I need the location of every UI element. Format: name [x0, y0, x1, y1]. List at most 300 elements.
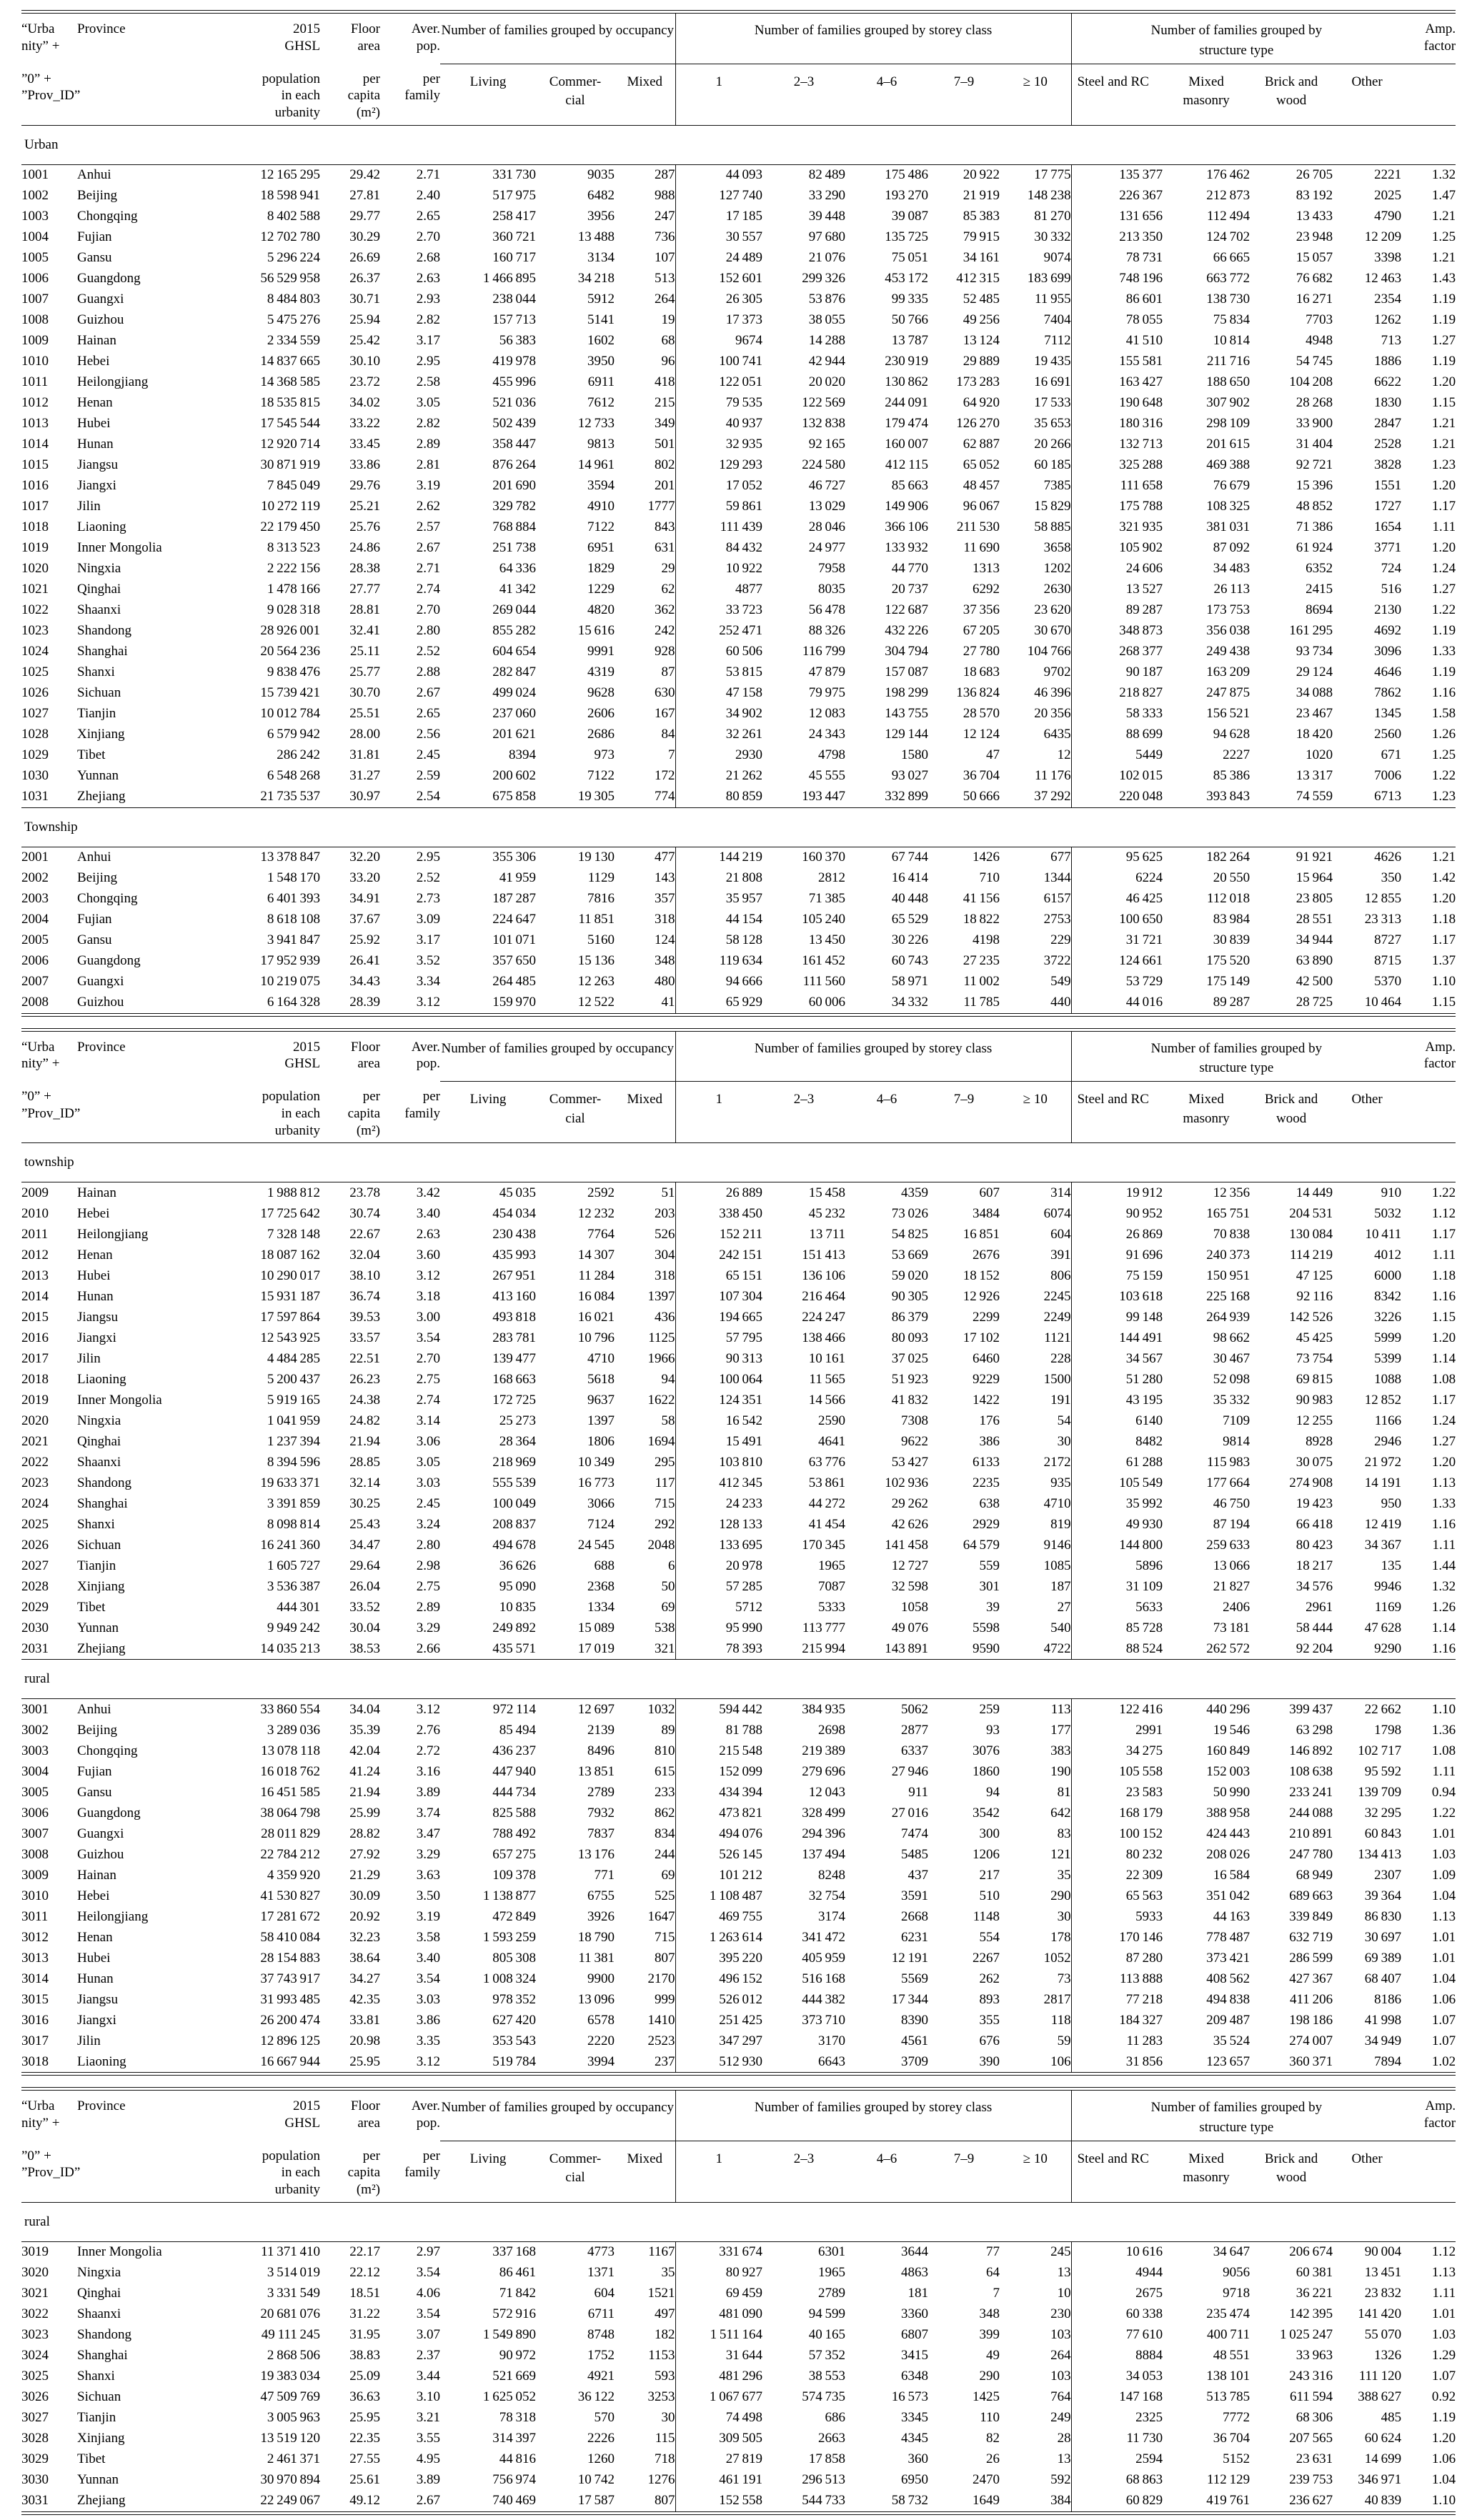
cell-storey-2-3: 160 370 [802, 850, 846, 865]
cell-storey-1: 2930 [675, 745, 762, 766]
header-province [77, 1032, 207, 1143]
subheader-amp-spacer [1401, 1082, 1456, 1143]
cell-storey-10plus: 2249 [1043, 1309, 1071, 1325]
cell-storey-10plus: 104 766 [1027, 644, 1071, 659]
cell-storey-10plus: 549 [1050, 974, 1071, 990]
cell-brick-wood: 274 007 [1289, 2033, 1333, 2048]
cell-storey-1: 34 902 [675, 704, 762, 724]
cell-other: 3226 [1374, 1309, 1402, 1325]
cell-storey-7-9: 47 [986, 747, 1000, 763]
cell-mixed: 41 [661, 995, 675, 1010]
cell-storey-10plus: 290 [1050, 1888, 1071, 1903]
cell-id: 3030 [21, 2472, 49, 2488]
cell-storey-7-9: 39 [986, 1599, 1000, 1615]
cell-mixed-masonry: 87 092 [1213, 540, 1250, 556]
header-line: wood [1275, 1110, 1307, 1126]
cell-ghsl-population: 17 725 642 [260, 1205, 320, 1221]
cell-floor-area: 29.77 [349, 209, 380, 224]
header-line: Province [77, 21, 126, 36]
cell-storey-2-3: 44 272 [808, 1495, 846, 1511]
cell-commercial: 6911 [587, 374, 615, 390]
cell-province: Sichuan [77, 2389, 121, 2405]
cell-id: 1005 [21, 250, 49, 266]
subheader-commercial [536, 1082, 615, 1143]
table-row [21, 1555, 1456, 1576]
cell-other: 14 699 [1364, 2451, 1402, 2467]
cell-storey-7-9: 1860 [973, 1763, 1000, 1779]
cell-steel-rc: 46 425 [1071, 889, 1163, 910]
header-line: structure type [1199, 42, 1274, 58]
cell-aver-pop: 3.19 [416, 1908, 440, 1924]
cell-storey-7-9: 18 822 [963, 912, 1000, 927]
cell-living: 56 383 [499, 333, 536, 349]
cell-living: 740 469 [492, 2493, 536, 2509]
cell-storey-2-3: 33 290 [808, 188, 846, 204]
cell-storey-4-6: 157 087 [885, 664, 929, 680]
cell-storey-7-9: 386 [979, 1433, 1000, 1449]
cell-steel-rc: 49 930 [1071, 1514, 1163, 1535]
cell-ghsl-population: 5 919 165 [267, 1392, 320, 1408]
cell-living: 972 114 [492, 1701, 536, 1717]
cell-storey-10plus: 4722 [1043, 1640, 1071, 1656]
families-table-block-1 [21, 14, 1456, 1013]
cell-amp-factor: 1.11 [1432, 1763, 1456, 1779]
cell-floor-area: 26.37 [349, 271, 380, 287]
header-line: Steel and RC [1077, 2151, 1149, 2166]
cell-storey-1: 21 262 [675, 766, 762, 787]
table-row [21, 1493, 1456, 1514]
cell-steel-rc: 53 729 [1071, 972, 1163, 992]
cell-storey-7-9: 11 785 [963, 995, 1000, 1010]
cell-living: 1 138 877 [482, 1888, 536, 1903]
table-row [21, 164, 1456, 186]
cell-ghsl-population: 1 237 394 [267, 1433, 320, 1449]
cell-brick-wood: 339 849 [1289, 1908, 1333, 1924]
header-line: “Urba [21, 21, 55, 36]
cell-province: Fujian [77, 912, 112, 927]
cell-storey-7-9: 64 [986, 2265, 1000, 2281]
cell-storey-7-9: 173 283 [956, 374, 1000, 390]
cell-storey-7-9: 3484 [973, 1205, 1000, 1221]
cell-other: 68 407 [1364, 1971, 1402, 1986]
cell-aver-pop: 3.03 [416, 1991, 440, 2007]
table-row [21, 2031, 1456, 2051]
cell-id: 1014 [21, 437, 49, 452]
cell-aver-pop: 3.06 [416, 1433, 440, 1449]
cell-storey-2-3: 2698 [818, 1722, 846, 1738]
cell-aver-pop: 2.88 [416, 664, 440, 680]
cell-mixed-masonry: 264 939 [1206, 1309, 1250, 1325]
cell-commercial: 11 381 [578, 1950, 615, 1966]
cell-commercial: 34 218 [577, 271, 615, 287]
cell-aver-pop: 2.95 [416, 850, 440, 865]
cell-living: 78 318 [499, 2410, 536, 2426]
cell-storey-4-6: 40 448 [891, 891, 929, 907]
cell-other: 2528 [1374, 437, 1402, 452]
cell-steel-rc: 8884 [1071, 2346, 1163, 2366]
cell-mixed-masonry: 13 066 [1213, 1558, 1250, 1573]
cell-id: 1023 [21, 623, 49, 639]
cell-floor-area: 26.69 [349, 250, 380, 266]
cell-living: 283 781 [492, 1330, 536, 1345]
cell-living: 157 713 [492, 312, 536, 328]
cell-amp-factor: 1.13 [1431, 1475, 1456, 1490]
cell-amp-factor: 1.24 [1431, 1413, 1456, 1428]
cell-storey-4-6: 3644 [901, 2244, 929, 2260]
cell-brick-wood: 90 983 [1296, 1392, 1333, 1408]
cell-floor-area: 18.51 [349, 2286, 380, 2301]
cell-storey-2-3: 219 389 [802, 1743, 846, 1758]
cell-other: 8186 [1374, 1991, 1402, 2007]
header-line: GHSL [284, 38, 320, 54]
cell-storey-10plus: 35 653 [1034, 416, 1071, 432]
cell-storey-10plus: 177 [1050, 1722, 1071, 1738]
cell-mixed-masonry: 21 827 [1213, 1578, 1250, 1594]
cell-ghsl-population: 41 530 827 [260, 1888, 320, 1903]
cell-amp-factor: 1.18 [1431, 1268, 1456, 1283]
cell-amp-factor: 1.19 [1431, 312, 1456, 328]
table-row [21, 1473, 1456, 1493]
header-line: capita [347, 1105, 380, 1121]
cell-province: Shanghai [77, 644, 128, 659]
header-line: Number of families grouped by occupancy [441, 23, 675, 38]
cell-other: 12 855 [1364, 891, 1402, 907]
cell-aver-pop: 2.63 [416, 271, 440, 287]
cell-storey-7-9: 136 824 [956, 685, 1000, 701]
cell-amp-factor: 1.17 [1431, 1226, 1456, 1242]
cell-living: 71 842 [499, 2286, 536, 2301]
cell-storey-7-9: 3076 [973, 1743, 1000, 1758]
cell-id: 1015 [21, 457, 49, 473]
cell-steel-rc: 78 731 [1071, 248, 1163, 269]
cell-storey-1: 252 471 [675, 621, 762, 642]
cell-living: 447 940 [492, 1763, 536, 1779]
cell-province: Hainan [77, 333, 116, 349]
cell-storey-2-3: 132 838 [802, 416, 846, 432]
cell-id: 1024 [21, 644, 49, 659]
cell-floor-area: 41.24 [349, 1763, 380, 1779]
cell-floor-area: 29.76 [349, 478, 380, 494]
cell-floor-area: 27.77 [349, 582, 380, 597]
cell-living: 109 378 [492, 1867, 536, 1883]
cell-other: 4626 [1374, 850, 1402, 865]
cell-aver-pop: 3.05 [416, 395, 440, 411]
cell-aver-pop: 3.12 [416, 995, 440, 1010]
cell-other: 5032 [1374, 1205, 1402, 1221]
cell-amp-factor: 1.19 [1431, 292, 1456, 307]
cell-id: 3014 [21, 1971, 49, 1986]
cell-province: Beijing [77, 870, 117, 886]
cell-amp-factor: 1.20 [1431, 2431, 1456, 2446]
cell-storey-10plus: 58 885 [1034, 519, 1071, 535]
cell-province: Guangxi [77, 1826, 124, 1841]
cell-id: 3028 [21, 2431, 49, 2446]
cell-aver-pop: 2.68 [416, 250, 440, 266]
cell-ghsl-population: 10 219 075 [260, 974, 320, 990]
cell-ghsl-population: 10 272 119 [261, 499, 320, 514]
cell-id: 2010 [21, 1205, 49, 1221]
cell-amp-factor: 1.04 [1431, 2472, 1456, 2488]
cell-storey-1: 5712 [675, 1597, 762, 1618]
cell-commercial: 2139 [587, 1722, 615, 1738]
cell-mixed-masonry: 307 902 [1206, 395, 1250, 411]
cell-amp-factor: 1.10 [1431, 974, 1456, 990]
cell-storey-10plus: 6157 [1043, 891, 1071, 907]
cell-mixed: 292 [655, 1516, 675, 1532]
cell-aver-pop: 2.63 [416, 1226, 440, 1242]
header-average-population [380, 2091, 440, 2202]
cell-province: Guangxi [77, 292, 124, 307]
table-header-row-top [21, 1032, 1456, 1082]
cell-amp-factor: 1.11 [1432, 1247, 1456, 1263]
cell-living: 314 397 [492, 2431, 536, 2446]
cell-id: 3019 [21, 2244, 49, 2260]
cell-living: 756 974 [492, 2472, 536, 2488]
cell-storey-10plus: 103 [1050, 2369, 1071, 2384]
cell-ghsl-population: 3 289 036 [267, 1722, 320, 1738]
cell-storey-10plus: 1500 [1043, 1371, 1071, 1387]
cell-brick-wood: 233 241 [1289, 1784, 1333, 1800]
cell-brick-wood: 14 449 [1296, 1185, 1333, 1200]
cell-storey-4-6: 58 732 [891, 2493, 929, 2509]
cell-aver-pop: 3.12 [416, 1268, 440, 1283]
table-row [21, 1782, 1456, 1803]
table-row [21, 1514, 1456, 1535]
cell-storey-7-9: 52 485 [963, 292, 1000, 307]
cell-brick-wood: 198 186 [1289, 2012, 1333, 2028]
cell-mixed: 35 [661, 2265, 675, 2281]
cell-storey-7-9: 390 [979, 2053, 1000, 2069]
cell-other: 47 628 [1364, 1620, 1402, 1635]
cell-brick-wood: 28 268 [1296, 395, 1333, 411]
cell-storey-7-9: 638 [979, 1495, 1000, 1511]
header-line: ”0” + [21, 2148, 51, 2163]
cell-floor-area: 25.43 [349, 1516, 380, 1532]
cell-storey-4-6: 143 755 [885, 706, 929, 722]
header-line: family [404, 1105, 440, 1121]
cell-living: 493 818 [492, 1309, 536, 1325]
cell-storey-2-3: 45 232 [808, 1205, 846, 1221]
subheader-storey-4 [928, 1082, 1000, 1143]
cell-other: 713 [1381, 333, 1402, 349]
cell-floor-area: 33.22 [349, 416, 380, 432]
cell-ghsl-population: 9 028 318 [267, 602, 320, 618]
cell-other: 1326 [1374, 2348, 1402, 2364]
table-row [21, 724, 1456, 745]
cell-storey-4-6: 17 344 [891, 1991, 929, 2007]
header-line: ”Prov_ID” [21, 2165, 81, 2181]
cell-mixed: 215 [655, 395, 675, 411]
cell-storey-2-3: 40 165 [808, 2327, 846, 2343]
header-line: Commer- [549, 1092, 602, 1107]
cell-brick-wood: 16 271 [1296, 292, 1333, 307]
cell-mixed: 242 [655, 623, 675, 639]
cell-mixed-masonry: 2227 [1223, 747, 1250, 763]
cell-other: 5370 [1374, 974, 1402, 990]
table-row [21, 2429, 1456, 2449]
cell-amp-factor: 1.10 [1431, 2493, 1456, 2509]
subheader-living [440, 2141, 536, 2202]
cell-floor-area: 34.04 [349, 1701, 380, 1717]
cell-living: 472 849 [492, 1908, 536, 1924]
cell-storey-2-3: 82 489 [808, 167, 846, 183]
cell-amp-factor: 0.92 [1431, 2389, 1456, 2405]
cell-brick-wood: 23 631 [1296, 2451, 1333, 2467]
header-line: GHSL [284, 1056, 320, 1072]
table-row [21, 1865, 1456, 1886]
cell-living: 355 306 [492, 850, 536, 865]
cell-mixed-masonry: 94 628 [1213, 727, 1250, 742]
cell-id: 2014 [21, 1288, 49, 1304]
cell-amp-factor: 1.19 [1431, 2410, 1456, 2426]
cell-aver-pop: 2.80 [416, 1537, 440, 1553]
table-row [21, 1699, 1456, 1720]
cell-storey-10plus: 3658 [1043, 540, 1071, 556]
cell-storey-4-6: 53 669 [891, 1247, 929, 1263]
cell-ghsl-population: 8 402 588 [267, 209, 320, 224]
cell-storey-2-3: 294 396 [802, 1826, 846, 1841]
cell-amp-factor: 1.36 [1431, 1722, 1456, 1738]
cell-commercial: 9637 [587, 1392, 615, 1408]
cell-other: 950 [1381, 1495, 1402, 1511]
cell-brick-wood: 6352 [1306, 561, 1333, 577]
cell-storey-4-6: 51 923 [891, 1371, 929, 1387]
cell-storey-2-3: 1965 [818, 1558, 846, 1573]
cell-living: 329 782 [492, 499, 536, 514]
cell-id: 1020 [21, 561, 49, 577]
cell-aver-pop: 2.71 [416, 167, 440, 183]
cell-storey-1: 152 601 [675, 269, 762, 289]
cell-commercial: 3994 [587, 2053, 615, 2069]
cell-id: 3031 [21, 2493, 49, 2509]
cell-storey-2-3: 216 464 [802, 1288, 846, 1304]
cell-province: Shandong [77, 623, 131, 639]
cell-other: 86 830 [1364, 1908, 1402, 1924]
cell-storey-4-6: 12 191 [891, 1950, 929, 1966]
cell-aver-pop: 3.14 [416, 1413, 440, 1428]
cell-other: 4790 [1374, 209, 1402, 224]
cell-ghsl-population: 8 618 108 [267, 912, 320, 927]
header-line: “Urba [21, 1039, 55, 1055]
cell-floor-area: 38.53 [349, 1640, 380, 1656]
cell-storey-7-9: 37 356 [963, 602, 1000, 618]
cell-brick-wood: 274 908 [1289, 1475, 1333, 1490]
cell-storey-2-3: 111 560 [802, 974, 846, 990]
header-floor-area [320, 14, 380, 125]
cell-aver-pop: 2.93 [416, 292, 440, 307]
cell-storey-1: 101 212 [675, 1865, 762, 1886]
cell-mixed: 810 [655, 1743, 675, 1758]
cell-amp-factor: 1.21 [1431, 209, 1456, 224]
cell-mixed: 117 [655, 1475, 675, 1490]
cell-brick-wood: 73 754 [1296, 1350, 1333, 1366]
section-row [21, 1660, 1456, 1699]
cell-brick-wood: 15 057 [1296, 250, 1333, 266]
cell-storey-1: 65 929 [675, 992, 762, 1013]
cell-floor-area: 28.85 [349, 1454, 380, 1470]
table-header-row-top [21, 14, 1456, 64]
cell-storey-7-9: 11 690 [963, 540, 1000, 556]
header-line: in each [281, 2165, 320, 2181]
cell-mixed: 115 [655, 2431, 675, 2446]
cell-storey-7-9: 110 [980, 2410, 1000, 2426]
cell-commercial: 7764 [587, 1226, 615, 1242]
cell-storey-2-3: 138 466 [802, 1330, 846, 1345]
cell-storey-10plus: 83 [1057, 1826, 1071, 1841]
cell-province: Jiangsu [77, 1991, 118, 2007]
cell-storey-2-3: 137 494 [802, 1846, 846, 1862]
cell-storey-10plus: 187 [1050, 1578, 1071, 1594]
cell-mixed-masonry: 175 520 [1206, 953, 1250, 969]
cell-id: 2021 [21, 1433, 49, 1449]
cell-ghsl-population: 5 475 276 [267, 312, 320, 328]
cell-brick-wood: 360 371 [1289, 2053, 1333, 2069]
cell-aver-pop: 3.54 [416, 1971, 440, 1986]
header-urbanity-prov-id [21, 2091, 81, 2202]
header-line: structure type [1199, 1060, 1274, 1076]
cell-aver-pop: 3.50 [416, 1888, 440, 1903]
subheader-storey-5 [1000, 64, 1071, 125]
cell-storey-10plus: 1121 [1044, 1330, 1071, 1345]
cell-mixed-masonry: 26 113 [1213, 582, 1250, 597]
cell-commercial: 1829 [587, 561, 615, 577]
cell-aver-pop: 3.05 [416, 1454, 440, 1470]
cell-storey-7-9: 12 926 [963, 1288, 1000, 1304]
header-line: Province [77, 1039, 126, 1055]
cell-mixed-masonry: 211 716 [1206, 354, 1250, 369]
cell-floor-area: 31.95 [349, 2327, 380, 2343]
cell-storey-10plus: 59 [1057, 2033, 1071, 2048]
cell-commercial: 570 [594, 2410, 615, 2426]
cell-amp-factor: 1.04 [1431, 1971, 1456, 1986]
cell-steel-rc: 220 048 [1071, 787, 1163, 808]
cell-mixed: 1153 [648, 2348, 675, 2364]
cell-storey-2-3: 341 472 [802, 1929, 846, 1945]
header-line: Brick and [1264, 2151, 1318, 2166]
header-line: 2015 [293, 21, 320, 36]
cell-mixed-masonry: 16 584 [1213, 1867, 1250, 1883]
header-line: 2–3 [793, 2151, 815, 2166]
cell-storey-10plus: 314 [1050, 1185, 1071, 1200]
cell-storey-4-6: 13 787 [891, 333, 929, 349]
cell-steel-rc: 348 873 [1071, 621, 1163, 642]
cell-floor-area: 34.02 [349, 395, 380, 411]
cell-steel-rc: 144 800 [1071, 1535, 1163, 1555]
cell-floor-area: 37.67 [349, 912, 380, 927]
cell-commercial: 4319 [587, 664, 615, 680]
cell-id: 1010 [21, 354, 49, 369]
cell-storey-7-9: 176 [979, 1413, 1000, 1428]
cell-mixed-masonry: 36 704 [1213, 2431, 1250, 2446]
cell-other: 14 191 [1364, 1475, 1402, 1490]
header-group-occupancy [440, 2091, 675, 2141]
cell-amp-factor: 1.17 [1431, 499, 1456, 514]
cell-ghsl-population: 2 334 559 [267, 333, 320, 349]
cell-mixed: 1694 [647, 1433, 675, 1449]
cell-id: 1021 [21, 582, 49, 597]
cell-storey-2-3: 2812 [818, 870, 846, 886]
cell-mixed-masonry: 440 296 [1206, 1701, 1250, 1717]
cell-aver-pop: 3.17 [416, 932, 440, 948]
cell-storey-1: 100 741 [675, 352, 762, 372]
cell-storey-10plus: 9702 [1043, 664, 1071, 680]
cell-steel-rc: 41 510 [1071, 331, 1163, 352]
cell-storey-7-9: 64 579 [963, 1537, 1000, 1553]
cell-ghsl-population: 8 098 814 [267, 1516, 320, 1532]
table-row [21, 352, 1456, 372]
cell-province: Xinjiang [77, 2431, 125, 2446]
cell-mixed-masonry: 89 287 [1213, 995, 1250, 1010]
